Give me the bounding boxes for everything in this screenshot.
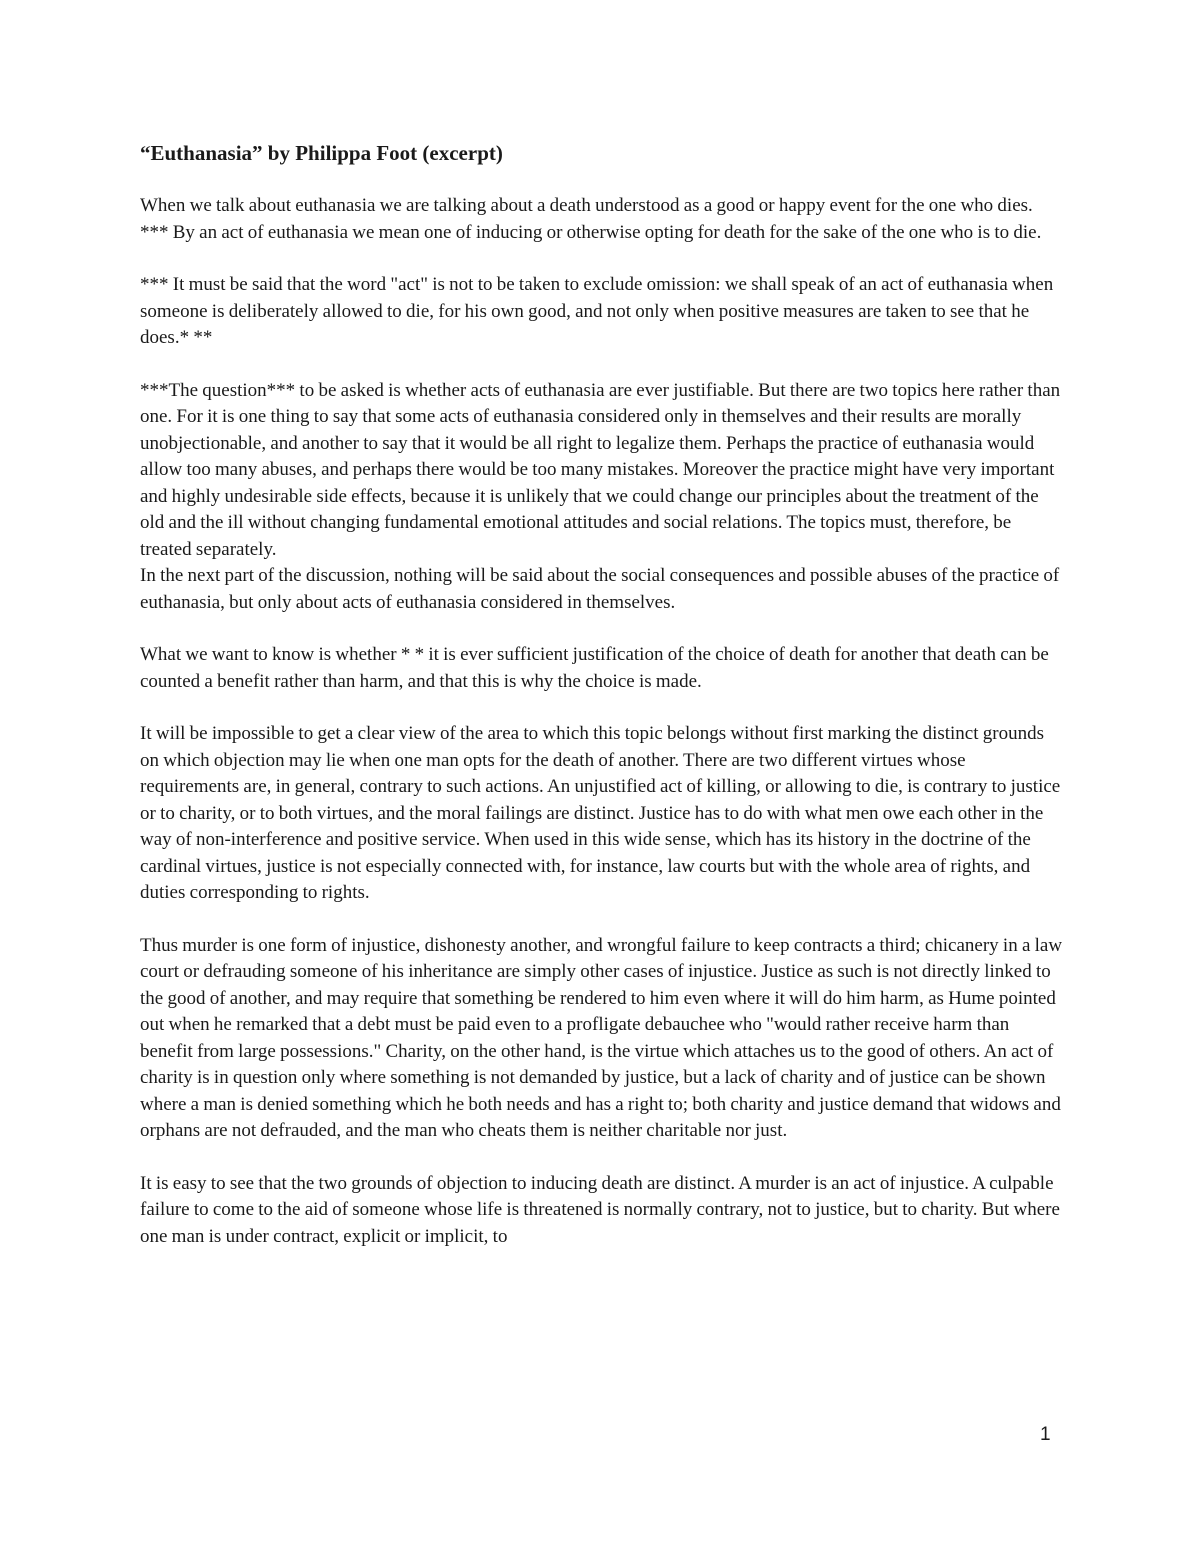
paragraph-omission: *** It must be said that the word "act" is not to be taken to exclude omission: we shall speak of an act of euthanasia when someone is deliberately allowed to die, for his own good, and not only when positive measures are taken to see that he does.* ** <box>140 274 1054 348</box>
document-page <box>140 140 1065 1250</box>
page-number: 1 <box>1040 1424 1051 1445</box>
paragraph-definition: When we talk about euthanasia we are talking about a death understood as a good or happy event for the one who dies. *** By an act of euthanasia we mean one of inducing or otherwise opting for death for the sake of the one who is to die. <box>140 195 1042 243</box>
paragraph-two-virtues: It will be impossible to get a clear view of the area to which this topic belongs without first marking the distinct grounds on which objection may lie when one man opts for the death of another. There are two different virtues whose requirements are, in general, contrary to such actions. An unjustified act of killing, or allowing to die, is contrary to justice or to charity, or to both virtues, and the moral failings are distinct. Justice has to do with what men owe each other in the way of non-interference and positive service. When used in this wide sense, which has its history in the doctrine of the cardinal virtues, justice is not especially connected with, for instance, law courts but with the whole area of rights, and duties corresponding to rights. <box>140 723 1061 903</box>
paragraph-grounds-distinct: It is easy to see that the two grounds of objection to inducing death are distinct. A murder is an act of injustice. A culpable failure to come to the aid of someone whose life is threatened is normally contrary, not to justice, but to charity. But where one man is under contract, explicit or implicit, to <box>140 1172 1060 1247</box>
paragraph-question: ***The question*** to be asked is whether acts of euthanasia are ever justifiable. But there are two topics here rather than one. For it is one thing to say that some acts of euthanasia considered only in themselves and their results are morally unobjectionable, and another to say that it would be all right to legalize them. Perhaps the practice of euthanasia would allow too many abuses, and perhaps there would be too many mistakes. Moreover the practice might have very important and highly undesirable side effects, because it is unlikely that we could change our principles about the treatment of the old and the ill without changing fundamental emotional attitudes and social relations. The topics must, therefore, be treated separately. <box>140 379 1061 560</box>
paragraph-next-part: In the next part of the discussion, nothing will be said about the social consequences and possible abuses of the practice of euthanasia, but only about acts of euthanasia considered in themselves. <box>140 565 1060 613</box>
paragraph-justice-charity: Thus murder is one form of injustice, dishonesty another, and wrongful failure to keep contracts a third; chicanery in a law court or defrauding someone of his inheritance are simply other cases of injustice. Justice as such is not directly linked to the good of another, and may require that something be rendered to him even where it will do him harm, as Hume pointed out when he remarked that a debt must be paid even to a profligate debauchee who "would rather receive harm than benefit from large possessions." Charity, on the other hand, is the virtue which attaches us to the good of others. An act of charity is in question only where something is not demanded by justice, but a lack of charity and of justice can be shown where a man is denied something which he both needs and has a right to; both charity and justice demand that widows and orphans are not defrauded, and the man who cheats them is neither charitable nor just. <box>140 934 1063 1141</box>
paragraph-what-we-want: What we want to know is whether * * it is ever sufficient justification of the choice of death for another that death can be counted a benefit rather than harm, and that this is why the choice is made. <box>140 644 1049 692</box>
document-title: “Euthanasia” by Philippa Foot (excerpt) <box>140 141 503 165</box>
